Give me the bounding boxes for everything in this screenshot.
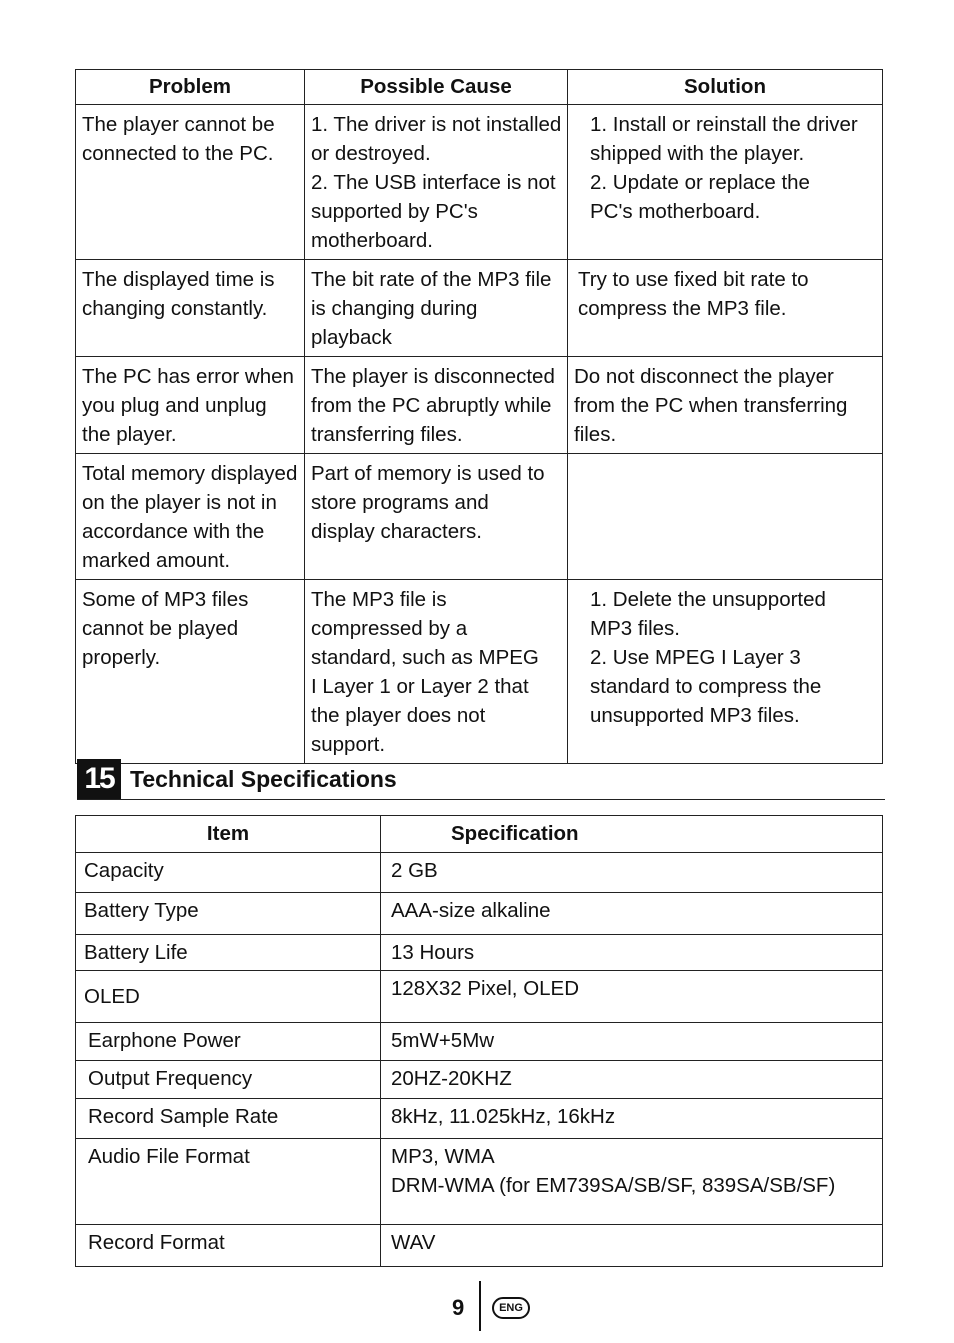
spec-row bbox=[76, 1139, 883, 1225]
cause-cell-line: 2. The USB interface is not bbox=[311, 171, 556, 194]
cause-cell bbox=[305, 580, 568, 764]
spec-item-cell: Record Format bbox=[76, 1225, 381, 1267]
cause-cell bbox=[305, 454, 568, 580]
problem-cell-line: cannot be played bbox=[82, 617, 239, 640]
spec-row bbox=[76, 1023, 883, 1061]
spec-item-cell: Output Frequency bbox=[76, 1061, 381, 1099]
header-solution: Solution bbox=[568, 70, 883, 105]
spec-value-line: WAV bbox=[391, 1231, 436, 1254]
spec-value-line: 8kHz, 11.025kHz, 16kHz bbox=[391, 1105, 616, 1128]
spec-value-line: 13 Hours bbox=[391, 941, 475, 964]
spec-value-cell bbox=[381, 893, 883, 935]
page-footer bbox=[0, 1281, 954, 1331]
spec-row bbox=[76, 1099, 883, 1139]
problem-cell-line: properly. bbox=[82, 646, 161, 669]
problem-cell bbox=[76, 580, 305, 764]
troubleshooting-header-row bbox=[76, 70, 883, 105]
spec-item-cell: OLED bbox=[76, 971, 381, 1023]
header-item: Item bbox=[76, 816, 381, 853]
problem-cell-line: changing constantly. bbox=[82, 297, 268, 320]
cause-cell-line: The player is disconnected bbox=[311, 365, 555, 388]
solution-cell-line: PC's motherboard. bbox=[590, 200, 761, 223]
problem-cell bbox=[76, 357, 305, 454]
problem-cell bbox=[76, 454, 305, 580]
spec-item-cell: Audio File Format bbox=[76, 1139, 381, 1225]
solution-cell-line: Do not disconnect the player bbox=[574, 365, 834, 388]
solution-cell-line: 2. Use MPEG I Layer 3 bbox=[590, 646, 801, 669]
table-row bbox=[76, 105, 883, 260]
section-heading bbox=[77, 757, 885, 800]
spec-value-line: 20HZ-20KHZ bbox=[391, 1067, 512, 1090]
solution-cell bbox=[568, 260, 883, 357]
cause-cell-line: motherboard. bbox=[311, 229, 433, 252]
solution-cell-line: MP3 files. bbox=[590, 617, 680, 640]
spec-row bbox=[76, 853, 883, 893]
section-title: Technical Specifications bbox=[130, 766, 397, 792]
spec-value-line: MP3, WMA bbox=[391, 1145, 495, 1168]
solution-cell-line: Try to use fixed bit rate to bbox=[578, 268, 809, 291]
cause-cell-line: playback bbox=[311, 326, 392, 349]
cause-cell bbox=[305, 105, 568, 260]
header-problem: Problem bbox=[76, 70, 305, 105]
spec-value-cell bbox=[381, 853, 883, 893]
problem-cell-line: The PC has error when bbox=[82, 365, 294, 388]
solution-cell bbox=[568, 454, 883, 580]
cause-cell-line: store programs and bbox=[311, 491, 489, 514]
spec-value-line: DRM-WMA (for EM739SA/SB/SF, 839SA/SB/SF) bbox=[391, 1174, 836, 1197]
troubleshooting-table bbox=[75, 69, 883, 764]
footer-divider bbox=[479, 1281, 481, 1331]
solution-cell-line: compress the MP3 file. bbox=[578, 297, 787, 320]
spec-value-line: AAA-size alkaline bbox=[391, 899, 551, 922]
spec-item-cell: Battery Type bbox=[76, 893, 381, 935]
table-row bbox=[76, 357, 883, 454]
cause-cell-line: The MP3 file is bbox=[311, 588, 447, 611]
problem-cell-line: marked amount. bbox=[82, 549, 231, 572]
problem-cell-line: connected to the PC. bbox=[82, 142, 274, 165]
problem-cell-line: the player. bbox=[82, 423, 177, 446]
solution-cell-line: 2. Update or replace the bbox=[590, 171, 810, 194]
solution-cell-line: 1. Delete the unsupported bbox=[590, 588, 826, 611]
spec-value-cell bbox=[381, 1139, 883, 1225]
spec-value-cell bbox=[381, 1023, 883, 1061]
solution-cell-line: unsupported MP3 files. bbox=[590, 704, 800, 727]
solution-cell-line: standard to compress the bbox=[590, 675, 822, 698]
problem-cell-line: Some of MP3 files bbox=[82, 588, 249, 611]
spec-value-cell bbox=[381, 1099, 883, 1139]
problem-cell bbox=[76, 105, 305, 260]
cause-cell-line: Part of memory is used to bbox=[311, 462, 545, 485]
solution-cell bbox=[568, 357, 883, 454]
specifications-header-row bbox=[76, 816, 883, 853]
cause-cell bbox=[305, 260, 568, 357]
cause-cell-line: the player does not bbox=[311, 704, 486, 727]
spec-item-cell: Capacity bbox=[76, 853, 381, 893]
section-number-badge: 15 bbox=[77, 759, 121, 799]
solution-cell-line: from the PC when transferring bbox=[574, 394, 848, 417]
solution-cell bbox=[568, 580, 883, 764]
spec-value-line: 128X32 Pixel, OLED bbox=[391, 977, 580, 1000]
table-row bbox=[76, 580, 883, 764]
spec-row bbox=[76, 1225, 883, 1267]
spec-value-cell bbox=[381, 935, 883, 971]
cause-cell-line: support. bbox=[311, 733, 386, 756]
spec-value-cell bbox=[381, 1061, 883, 1099]
spec-row bbox=[76, 1061, 883, 1099]
cause-cell-line: compressed by a bbox=[311, 617, 468, 640]
problem-cell-line: Total memory displayed bbox=[82, 462, 298, 485]
table-row bbox=[76, 260, 883, 357]
cause-cell bbox=[305, 357, 568, 454]
problem-cell bbox=[76, 260, 305, 357]
spec-value-cell bbox=[381, 971, 883, 1023]
cause-cell-line: from the PC abruptly while bbox=[311, 394, 552, 417]
spec-row bbox=[76, 893, 883, 935]
spec-item-cell: Earphone Power bbox=[76, 1023, 381, 1061]
solution-cell-line: shipped with the player. bbox=[590, 142, 805, 165]
cause-cell-line: transferring files. bbox=[311, 423, 463, 446]
problem-cell-line: you plug and unplug bbox=[82, 394, 267, 417]
problem-cell-line: The player cannot be bbox=[82, 113, 275, 136]
table-row bbox=[76, 454, 883, 580]
spec-row bbox=[76, 971, 883, 1023]
cause-cell-line: supported by PC's bbox=[311, 200, 478, 223]
header-specification: Specification bbox=[381, 816, 883, 853]
language-badge: ENG bbox=[492, 1297, 530, 1319]
specifications-table bbox=[75, 815, 883, 1267]
spec-value-cell bbox=[381, 1225, 883, 1267]
problem-cell-line: The displayed time is bbox=[82, 268, 275, 291]
problem-cell-line: accordance with the bbox=[82, 520, 265, 543]
header-possible-cause: Possible Cause bbox=[305, 70, 568, 105]
spec-value-line: 5mW+5Mw bbox=[391, 1029, 495, 1052]
cause-cell-line: 1. The driver is not installed bbox=[311, 113, 562, 136]
solution-cell bbox=[568, 105, 883, 260]
solution-cell-line: 1. Install or reinstall the driver bbox=[590, 113, 858, 136]
spec-item-cell: Battery Life bbox=[76, 935, 381, 971]
page-number: 9 bbox=[452, 1295, 465, 1320]
spec-row bbox=[76, 935, 883, 971]
cause-cell-line: or destroyed. bbox=[311, 142, 431, 165]
cause-cell-line: is changing during bbox=[311, 297, 478, 320]
spec-value-line: 2 GB bbox=[391, 859, 438, 882]
spec-item-cell: Record Sample Rate bbox=[76, 1099, 381, 1139]
cause-cell-line: display characters. bbox=[311, 520, 482, 543]
problem-cell-line: on the player is not in bbox=[82, 491, 277, 514]
solution-cell-line: files. bbox=[574, 423, 617, 446]
cause-cell-line: I Layer 1 or Layer 2 that bbox=[311, 675, 529, 698]
cause-cell-line: The bit rate of the MP3 file bbox=[311, 268, 552, 291]
cause-cell-line: standard, such as MPEG bbox=[311, 646, 539, 669]
